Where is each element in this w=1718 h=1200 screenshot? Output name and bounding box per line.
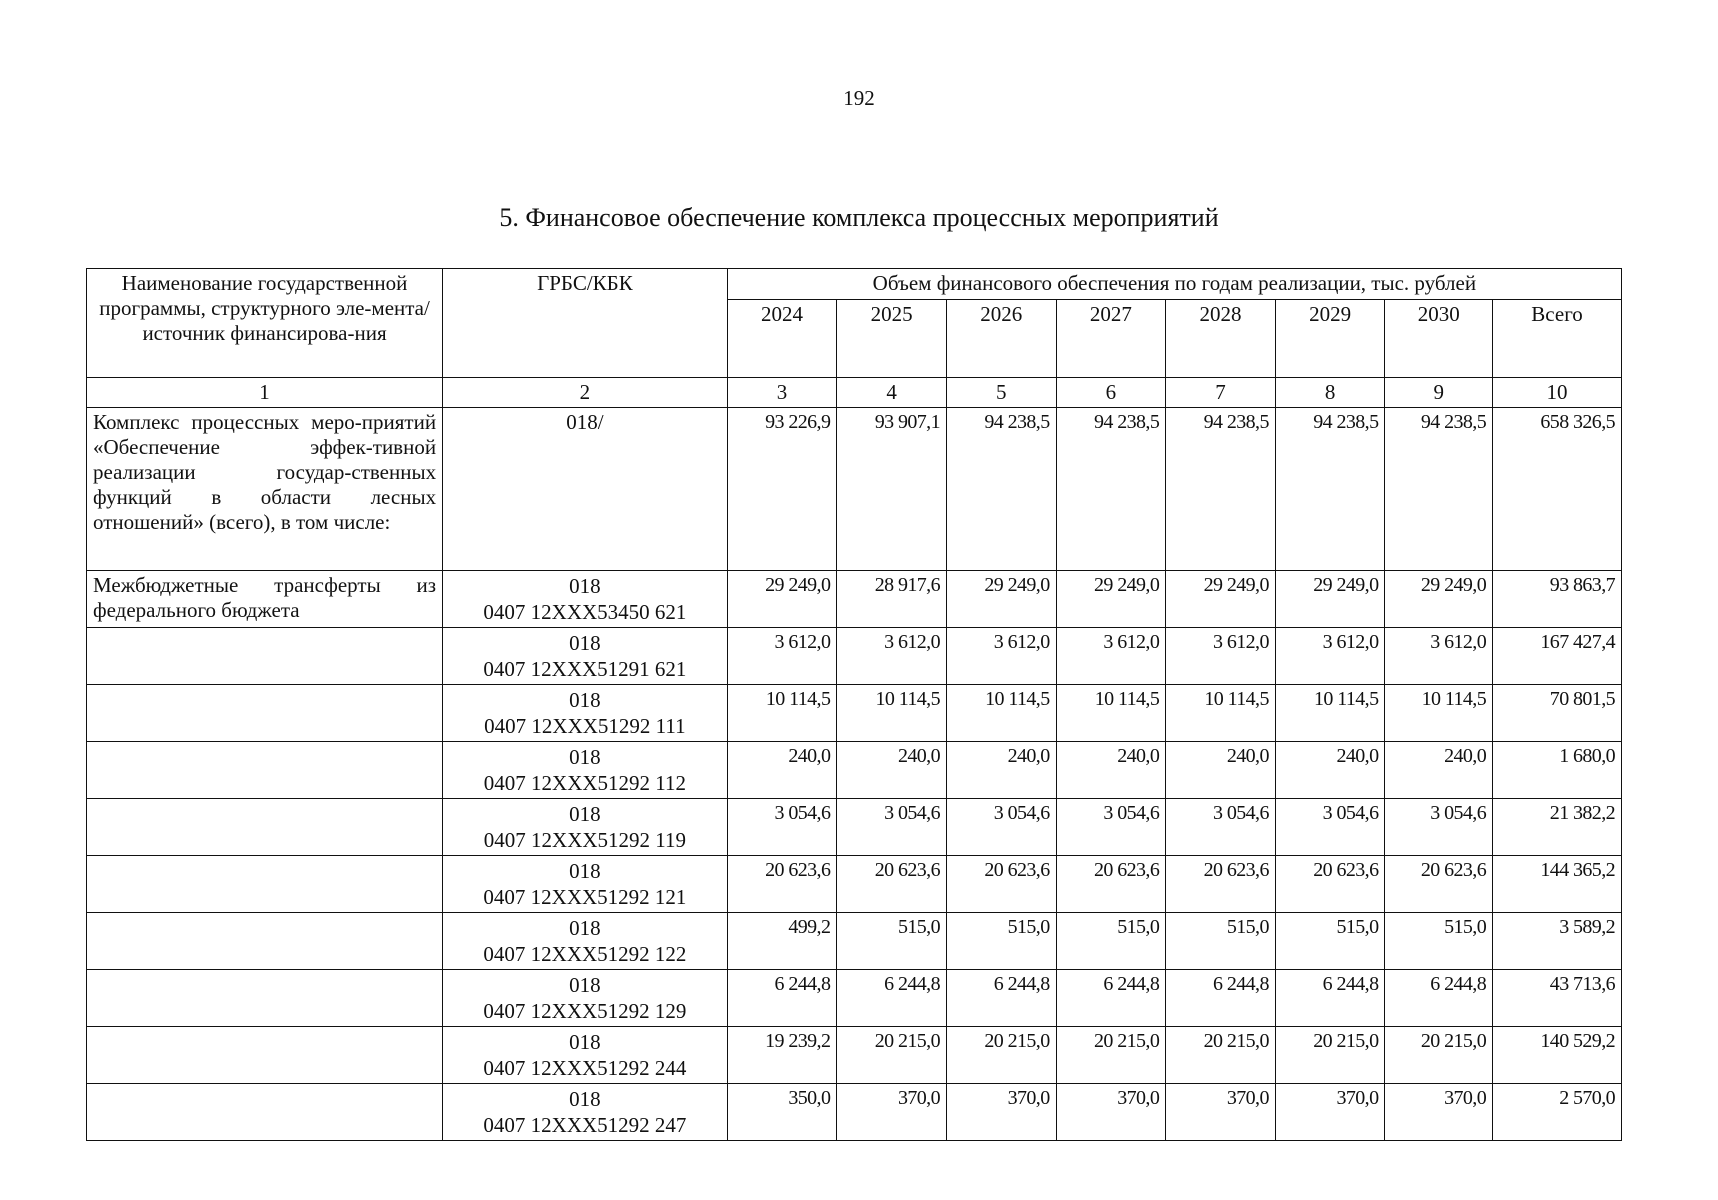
year-value: 20 215,0 [837,1027,947,1084]
kbk-code: 0407 12ХХХ51292 247 [483,1113,687,1137]
header-year: 2030 [1385,300,1493,378]
grbs-code: 018 [569,1087,601,1111]
year-value: 20 215,0 [946,1027,1056,1084]
column-number: 10 [1493,378,1622,408]
header-year: 2028 [1166,300,1276,378]
year-value: 515,0 [946,913,1056,970]
year-value: 29 249,0 [1385,571,1493,628]
year-value: 20 215,0 [1385,1027,1493,1084]
table-row [87,408,1622,571]
row-code [443,799,728,856]
year-value: 3 612,0 [1056,628,1166,685]
year-value: 20 623,6 [1275,856,1385,913]
year-value: 6 244,8 [727,970,837,1027]
grbs-code: 018/ [566,410,604,434]
year-value: 10 114,5 [1385,685,1493,742]
year-value: 370,0 [1385,1084,1493,1141]
year-value: 370,0 [946,1084,1056,1141]
header-year: 2029 [1275,300,1385,378]
kbk-code: 0407 12ХХХ51292 244 [483,1056,687,1080]
row-name [87,970,443,1027]
table-row [87,742,1622,799]
row-total: 1 680,0 [1493,742,1622,799]
column-number: 9 [1385,378,1493,408]
column-number: 2 [443,378,728,408]
grbs-code: 018 [569,802,601,826]
row-code [443,628,728,685]
column-number: 5 [946,378,1056,408]
kbk-code: 0407 12ХХХ51292 119 [483,828,687,852]
year-value: 94 238,5 [1275,408,1385,571]
year-value: 3 054,6 [1056,799,1166,856]
header-year: 2025 [837,300,947,378]
year-value: 6 244,8 [1275,970,1385,1027]
column-number: 8 [1275,378,1385,408]
row-name: Межбюджетные трансферты из федерального бюджета [87,571,443,628]
year-value: 20 623,6 [837,856,947,913]
year-value: 29 249,0 [946,571,1056,628]
year-value: 94 238,5 [1166,408,1276,571]
grbs-code: 018 [569,973,601,997]
year-value: 370,0 [1166,1084,1276,1141]
kbk-code: 0407 12ХХХ51292 122 [483,942,687,966]
year-value: 29 249,0 [727,571,837,628]
row-total: 144 365,2 [1493,856,1622,913]
row-code [443,1027,728,1084]
table-row [87,685,1622,742]
header-funding-group: Объем финансового обеспечения по годам реализации, тыс. рублей [727,269,1621,300]
row-name [87,856,443,913]
table-row [87,1027,1622,1084]
table-header [87,269,1622,378]
row-code [443,685,728,742]
table-row [87,970,1622,1027]
year-value: 3 054,6 [1385,799,1493,856]
year-value: 3 054,6 [1166,799,1276,856]
grbs-code: 018 [569,574,601,598]
kbk-code: 0407 12ХХХ51292 129 [483,999,687,1023]
grbs-code: 018 [569,631,601,655]
table-body [87,378,1622,1141]
table-row [87,799,1622,856]
row-name [87,742,443,799]
year-value: 28 917,6 [837,571,947,628]
row-total: 70 801,5 [1493,685,1622,742]
kbk-code: 0407 12ХХХ51292 112 [483,771,687,795]
year-value: 20 623,6 [1166,856,1276,913]
row-name: Комплекс процессных меро-приятий «Обеспечение эффек-тивной реализации государ-ственных функций в области лесных отношений» (всего), в том числе: [87,408,443,571]
year-value: 240,0 [727,742,837,799]
header-year: 2027 [1056,300,1166,378]
kbk-code: 0407 12ХХХ53450 621 [483,600,687,624]
year-value: 370,0 [837,1084,947,1141]
year-value: 20 623,6 [1056,856,1166,913]
year-value: 20 623,6 [727,856,837,913]
year-value: 3 612,0 [727,628,837,685]
grbs-code: 018 [569,688,601,712]
kbk-code: 0407 12ХХХ51292 121 [483,885,687,909]
year-value: 240,0 [1166,742,1276,799]
year-value: 240,0 [1275,742,1385,799]
year-value: 3 612,0 [1385,628,1493,685]
year-value: 3 612,0 [1166,628,1276,685]
column-number: 4 [837,378,947,408]
year-value: 19 239,2 [727,1027,837,1084]
header-year: 2024 [727,300,837,378]
column-number-row [87,378,1622,408]
year-value: 10 114,5 [1275,685,1385,742]
year-value: 515,0 [1056,913,1166,970]
row-name [87,799,443,856]
row-total: 21 382,2 [1493,799,1622,856]
year-value: 3 612,0 [1275,628,1385,685]
row-total: 3 589,2 [1493,913,1622,970]
year-value: 10 114,5 [837,685,947,742]
year-value: 240,0 [1385,742,1493,799]
year-value: 94 238,5 [946,408,1056,571]
year-value: 515,0 [1275,913,1385,970]
year-value: 94 238,5 [1385,408,1493,571]
page-title: 5. Финансовое обеспечение комплекса процессных мероприятий [499,203,1219,232]
table-row [87,1084,1622,1141]
year-value: 93 907,1 [837,408,947,571]
page-number: 192 [843,86,875,110]
grbs-code: 018 [569,745,601,769]
row-code [443,856,728,913]
column-number: 6 [1056,378,1166,408]
grbs-code: 018 [569,1030,601,1054]
table-row [87,571,1622,628]
row-name [87,913,443,970]
year-value: 3 054,6 [727,799,837,856]
column-number: 1 [87,378,443,408]
year-value: 93 226,9 [727,408,837,571]
row-total: 140 529,2 [1493,1027,1622,1084]
year-value: 10 114,5 [1056,685,1166,742]
year-value: 3 612,0 [837,628,947,685]
year-value: 6 244,8 [1385,970,1493,1027]
year-value: 515,0 [1166,913,1276,970]
year-value: 370,0 [1275,1084,1385,1141]
year-value: 370,0 [1056,1084,1166,1141]
year-value: 240,0 [1056,742,1166,799]
row-total: 93 863,7 [1493,571,1622,628]
year-value: 20 623,6 [1385,856,1493,913]
header-year: Всего [1493,300,1622,378]
row-name [87,1084,443,1141]
year-value: 240,0 [946,742,1056,799]
year-value: 6 244,8 [1166,970,1276,1027]
table-row [87,856,1622,913]
row-name [87,685,443,742]
year-value: 20 215,0 [1056,1027,1166,1084]
column-number: 3 [727,378,837,408]
row-code [443,1084,728,1141]
year-value: 6 244,8 [1056,970,1166,1027]
year-value: 10 114,5 [727,685,837,742]
year-value: 3 054,6 [946,799,1056,856]
year-value: 6 244,8 [837,970,947,1027]
row-total: 167 427,4 [1493,628,1622,685]
year-value: 499,2 [727,913,837,970]
row-total: 2 570,0 [1493,1084,1622,1141]
year-value: 240,0 [837,742,947,799]
row-name [87,1027,443,1084]
column-number: 7 [1166,378,1276,408]
kbk-code: 0407 12ХХХ51291 621 [483,657,687,681]
row-code [443,970,728,1027]
table-row [87,628,1622,685]
header-year: 2026 [946,300,1056,378]
year-value: 29 249,0 [1166,571,1276,628]
grbs-code: 018 [569,916,601,940]
table-row [87,913,1622,970]
row-code [443,913,728,970]
row-code [443,408,728,571]
year-value: 29 249,0 [1056,571,1166,628]
header-name: Наименование государственной программы, структурного эле-мента/источник финансирова-ния [87,269,443,378]
year-value: 10 114,5 [946,685,1056,742]
year-value: 10 114,5 [1166,685,1276,742]
header-code: ГРБС/КБК [443,269,728,378]
year-value: 3 054,6 [837,799,947,856]
kbk-code: 0407 12ХХХ51292 111 [484,714,686,738]
grbs-code: 018 [569,859,601,883]
year-value: 515,0 [837,913,947,970]
year-value: 94 238,5 [1056,408,1166,571]
row-name [87,628,443,685]
year-value: 350,0 [727,1084,837,1141]
row-total: 43 713,6 [1493,970,1622,1027]
year-value: 6 244,8 [946,970,1056,1027]
year-value: 20 215,0 [1166,1027,1276,1084]
year-value: 20 215,0 [1275,1027,1385,1084]
year-value: 515,0 [1385,913,1493,970]
row-total: 658 326,5 [1493,408,1622,571]
financing-table [86,268,1622,1141]
year-value: 20 623,6 [946,856,1056,913]
row-code [443,742,728,799]
year-value: 3 054,6 [1275,799,1385,856]
year-value: 3 612,0 [946,628,1056,685]
year-value: 29 249,0 [1275,571,1385,628]
row-code [443,571,728,628]
